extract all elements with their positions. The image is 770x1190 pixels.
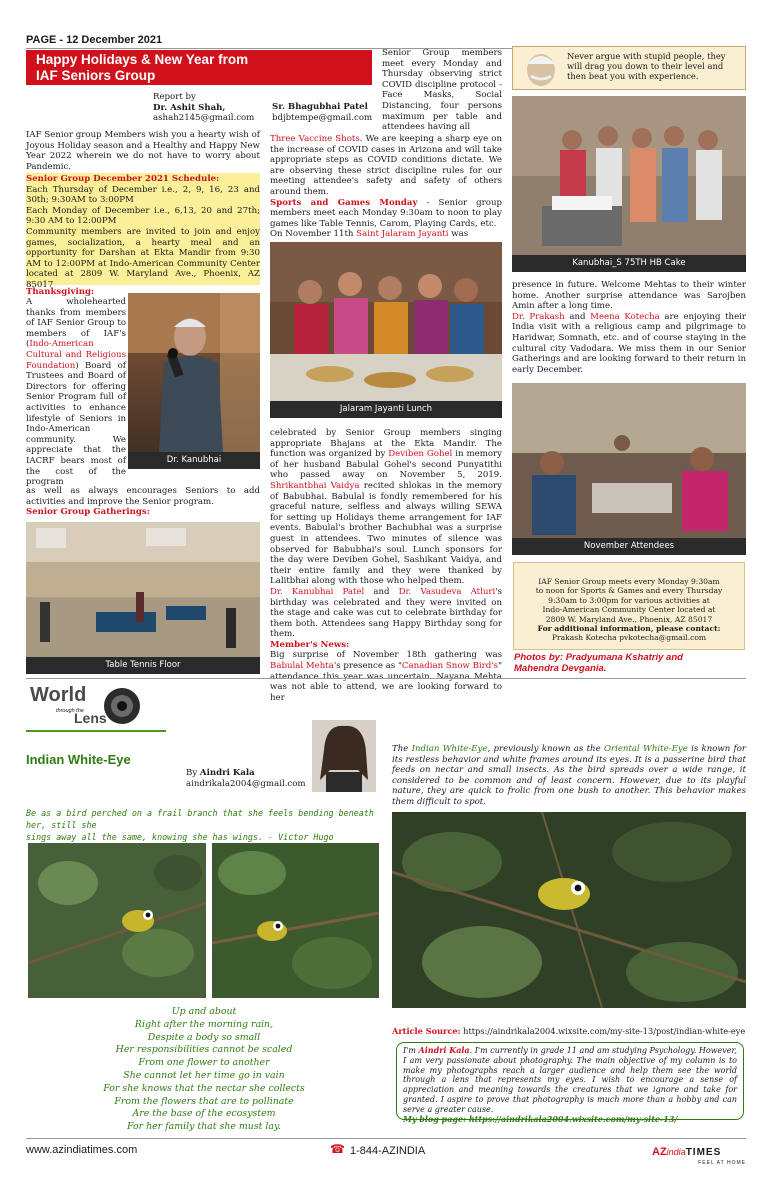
bird-illustration-2 [212, 843, 379, 998]
snowbird-link[interactable]: Canadian Snow Bird's [401, 661, 499, 672]
caption-dr-kanubhai: Dr. Kanubhai [128, 452, 260, 469]
article2-byline: By Aindri Kala aindrikala2004@gmail.com [186, 768, 306, 789]
logo-sub: through the [56, 708, 84, 714]
author-avatar [312, 720, 376, 792]
oriental-white-eye-link[interactable]: Oriental White-Eye [603, 744, 688, 754]
info-box: IAF Senior Group meets every Monday 9:30am to noon for Sports & Games and every Thursday 9:30am to 3:00pm for various activities at Indo-American Community Center located at 2809 W. Maryland Ave., Phoenix, AZ 85017 For additional information, please contact: Prakash Kotecha pvkotecha@gmail.com [513, 562, 745, 650]
schedule-box: Senior Group December 2021 Schedule: Each Thursday of December i.e., 2, 9, 16, 23 and 30th; 9:30AM to 3:00PM Each Monday of December i.e., 6,13, 20 and 27th; 9:30 AM to 12:00PM Community members are invited to join and enjoy games, socialization, a hearty meal and an opportunity for Darshan at Ekta Mandir from 9:30 AM to 12:00PM at Indo-American Community Center located at 2809 W. Maryland Ave., Phoenix, AZ 85017 [26, 174, 260, 290]
logo-world: World [30, 684, 87, 706]
sports-heading: Sports and Games Monday [270, 197, 418, 208]
vaccine-link[interactable]: Three Vaccine Shots [270, 134, 360, 144]
col2-text-mid: Three Vaccine Shots. We are keeping a sharp eye on the increase of COVID cases in Arizona and will take appropriate steps as COVID conditions dictate. We are observing these strict discipline rules for our meeting attendee's safety and safety of others around them. Sports and Games Monday - Senior group members meet each Monday 9:30am to noon to play games like Table Tennis, Carom, Playing Cards, etc. On November 11th Saint Jalaram Jayanti was [270, 134, 502, 240]
footer-logo: AZindiaTIMES FEEL AT HOME [652, 1146, 746, 1166]
logo-green-bar [26, 730, 166, 732]
shrikant-link[interactable]: Shrikantbhai Vaidya [270, 480, 360, 491]
november-illustration [512, 383, 746, 555]
author2-email: bdjbtempe@gmail.com [272, 112, 373, 123]
article2-title: Indian White-Eye [26, 752, 131, 767]
col1-intro: IAF Senior group Members wish you a hearty wish of Joyous Holiday season and a Healthy and Happy New Year 2022 wherein we do not have to worry about Pandemic. [26, 130, 261, 172]
bird-photo-3 [392, 812, 746, 1008]
photo-cake [512, 96, 746, 272]
jalaram-link[interactable]: Saint Jalaram Jayanti [356, 229, 449, 240]
table-tennis-illustration [26, 522, 260, 674]
iacrf-link[interactable]: Indo-American Cultural and Religious Foundation [26, 339, 126, 371]
author-portrait [312, 720, 376, 792]
caption-jalaram: Jalaram Jayanti Lunch [270, 401, 502, 418]
photo-november [512, 383, 746, 555]
bird-photo-2 [212, 843, 379, 998]
quote-text: Never argue with stupid people, they will drag you down to their level and then beat you with experience. [567, 51, 726, 81]
caption-november: November Attendees [512, 538, 746, 555]
thanks-text-cont: as well as always encourages Seniors to add activities and improve the Senior program. [26, 486, 260, 507]
white-eye-link[interactable]: Indian White-Eye [411, 744, 488, 754]
mark-twain-icon [519, 50, 563, 88]
phone-icon: ☎ [330, 1142, 345, 1156]
article-title-box [26, 50, 372, 85]
caption-table-tennis: Table Tennis Floor [26, 657, 260, 674]
footer-website[interactable]: www.azindiatimes.com [26, 1144, 138, 1156]
bird-photo-1 [28, 843, 206, 998]
meena-link[interactable]: Meena Kotecha [590, 311, 660, 322]
photo-jalaram-lunch [270, 242, 502, 418]
author1-email: ashah2145@gmail.com [153, 113, 255, 124]
kanubhai-illustration [128, 293, 260, 469]
cake-illustration [512, 96, 746, 272]
photo-dr-kanubhai [128, 293, 260, 469]
bio-box: I'm Aindri Kala. I'm currently in grade 11 and am studying Psychology. However, I am very passionate about photography. The main objective of my column is to make my photographs reach a larger audience and help them see the world through a lens that represents my eyes. I wish to encourage a sense of appreciation and meaning towards the creatures that we ignore and take for granted. I aspire to prove that photography is much more than a hobby and can serve a greater cause. My blog page: https://aindrikala2004.wixsite.com/my-site-13/ [396, 1042, 744, 1120]
bio-name: Aindri Kala [418, 1045, 470, 1055]
article-source: Article Source: https://aindrikala2004.wixsite.com/my-site-13/post/indian-white-eye [392, 1026, 746, 1036]
caption-cake: Kanubhai_S 75TH HB Cake [512, 255, 746, 272]
world-lens-logo [30, 684, 150, 728]
article2-description: The Indian White-Eye, previously known as the Oriental White-Eye is known for its restless behavior and white frames around its eyes. It is a passerine bird that feeds on nectar and small insects. As the bird spreads over a wide range, it considered to be common and of least concern. However, due to its playful nature, they are quick to frolic from one bush to another. This behavior makes them difficult to spot. [392, 744, 747, 807]
schedule-heading: Senior Group December 2021 Schedule: [26, 174, 220, 184]
article-title-line1: Happy Holidays & New Year from [36, 52, 249, 67]
report-by: Report by Dr. Ashit Shah, ashah2145@gmail.com [153, 92, 255, 124]
jalaram-illustration [270, 242, 502, 418]
news-heading: Member's News: [270, 639, 350, 650]
thanks-heading: Thanksgiving: [26, 287, 95, 297]
article-title-line2: IAF Seniors Group [36, 68, 156, 83]
col2-text-top: Senior Group members meet every Monday and Thursday observing strict COVID discipline protocol - Face Masks, Social Distancing, four persons maximum per table and attendees having all [382, 48, 502, 133]
col2-text-bottom: celebrated by Senior Group members singing appropriate Bhajans at the Ekta Mandir. The function was organized by Deviben Gohel in memory of her husband Babulal Gohel's second Punyatithi who passed away on November 5, 2019. Shrikantbhai Vaidya recited shlokas in the memory of Babubhai. Babulal is fondly remembered for his graceful nature, selfless and always willing SEWA for setting up Holidays theme arrangement for IAF events. Babulal's brother Bachubhai was a surprise guest in attendees. Two minutes of silence was observed for Babubhai's soul. Lunch sponsors for the day were Deviben Gohel, Sashikant Vaidya, and their entire family and they were thanked by Lalitbhai along with those who helped them. Dr. Kanubhai Patel and Dr. Vasudeva Atluri's birthday was celebrated and they were invited on the stage and cake was cut to celebrate birthday for them both. Attendees sang Happy Birthday song for them. Member's News: Big surprise of November 18th gathering was Babulal Mehta's presence as "Canadian Snow Bird's" attendance this year was uncertain. Nayana Mehta was not able to attend, we are looking forward to her [270, 428, 503, 703]
photo-credits: Photos by: Pradyumana Kshatriy and Mahendra Devgania. [514, 652, 683, 674]
blog-link[interactable]: My blog page: https://aindrikala2004.wixsite.com/my-site-13/ [403, 1113, 678, 1124]
vasudeva-link[interactable]: Dr. Vasudeva Atluri [398, 586, 496, 597]
deviben-link[interactable]: Deviben Gohel [388, 449, 453, 460]
poem: Up and about Right after the morning rain, Despite a body so small Her responsibilities cannot be scaled From one flower to another She cannot let her time go in vain For she knows that the nectar she collects From the flowers that are to pollinate Are the base of the ecosystem For her family that she must lay. [103, 1006, 305, 1133]
victor-hugo-quote: Be as a bird perched on a frail branch that she feels bending beneath her, still she sings away all the same, knowing she has wings. - Victor Hugo [26, 808, 374, 842]
kanubhai-link[interactable]: Dr. Kanubhai Patel [270, 586, 365, 597]
author2-name: Sr. Bhagubhai Patel [272, 102, 368, 112]
report-by-2 [272, 102, 372, 123]
bird-illustration-3 [392, 812, 746, 1008]
source-url-link[interactable]: https://aindrikala2004.wixsite.com/my-site-13/post/indian-white-eye [460, 1026, 746, 1036]
prakash-link[interactable]: Dr. Prakash [512, 311, 565, 322]
thanks-text: A wholehearted thanks from members of IAF Senior Group to members of IAF's (Indo-American Cultural and Religious Foundation) Board of Trustees and Board of Directors for offering Senior Program full of activities to enhance lifestyle of Seniors in Indo-American community. We appreciate that the IACRF bears most of the cost of the program [26, 297, 126, 488]
footer-phone: 1-844-AZINDIA [350, 1145, 426, 1157]
author1-name: Dr. Ashit Shah, [153, 102, 226, 113]
page-header: PAGE - 12 December 2021 [26, 34, 163, 46]
gatherings-heading: Senior Group Gatherings: [26, 507, 150, 517]
photo-table-tennis [26, 522, 260, 674]
quote-box [512, 46, 746, 90]
logo-lens: Lens [74, 710, 107, 726]
babulal-link[interactable]: Babulal Mehta [270, 661, 334, 672]
col3-text: presence in future. Welcome Mehtas to their winter home. Another surprise attendance was Sarojben Amin after a long time. Dr. Prakash and Meena Kotecha are enjoying their India visit with a religious camp and pilgrimage to Haridwar, Somnath, etc. and of course staying in the cultural city Vadodara. We miss them in our Senior Gatherings and are looking forward to their return in early December. [512, 280, 747, 375]
bird-illustration-1 [28, 843, 206, 998]
